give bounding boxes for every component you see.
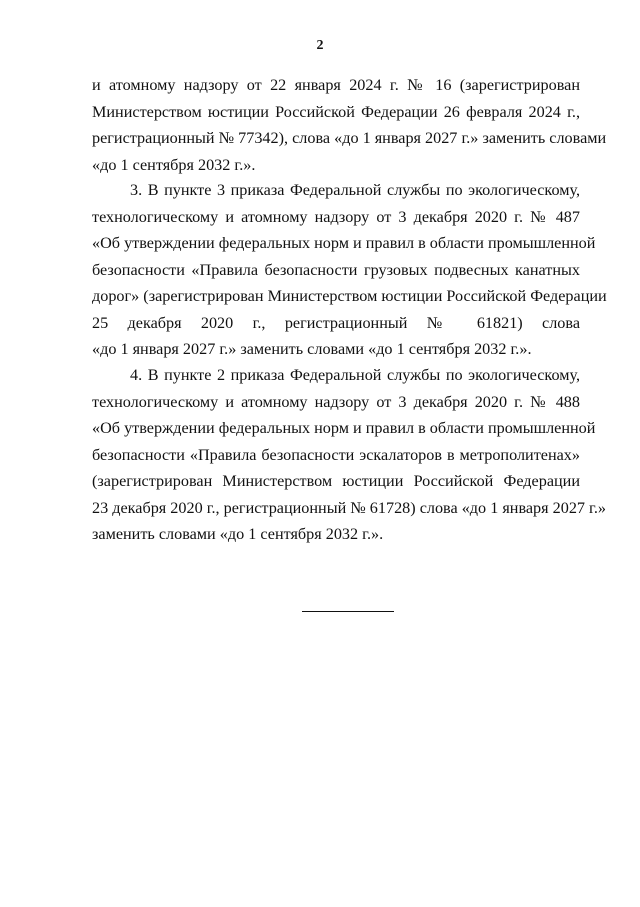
text-line: технологическому и атомному надзору от 3 декабря 2020 г. № 487	[92, 207, 580, 226]
text-line: 25 декабря 2020 г., регистрационный № 61821) слова	[92, 313, 580, 332]
text-line: Министерством юстиции Российской Федерации 26 февраля 2024 г.,	[92, 102, 580, 121]
end-of-document-rule	[302, 611, 394, 612]
text-line: «до 1 января 2027 г.» заменить словами «до 1 сентября 2032 г.».	[92, 340, 532, 358]
text-line: «Об утверждении федеральных норм и правил в области промышленной	[92, 419, 596, 437]
text-line: заменить словами «до 1 сентября 2032 г.».	[92, 525, 384, 543]
text-line: «Об утверждении федеральных норм и правил в области промышленной	[92, 234, 596, 252]
text-line: 4. В пункте 2 приказа Федеральной службы по экологическому,	[130, 366, 580, 384]
text-line: «до 1 сентября 2032 г.».	[92, 155, 256, 174]
text-line: 3. В пункте 3 приказа Федеральной службы по экологическому,	[130, 181, 580, 199]
text-line: дорог» (зарегистрирован Министерством юстиции Российской Федерации	[92, 287, 607, 305]
text-line: технологическому и атомному надзору от 3 декабря 2020 г. № 488	[92, 392, 580, 411]
paragraph-continuation	[92, 72, 607, 178]
text-line: 23 декабря 2020 г., регистрационный № 61728) слова «до 1 января 2027 г.»	[92, 498, 607, 517]
text-line: и атомному надзору от 22 января 2024 г. № 16 (зарегистрирован	[92, 76, 580, 94]
paragraph-item-4	[92, 362, 607, 548]
text-line: безопасности «Правила безопасности грузовых подвесных канатных	[92, 260, 580, 279]
page-number: 2	[316, 38, 324, 53]
text-line: безопасности «Правила безопасности эскалаторов в метрополитенах»	[92, 445, 580, 464]
paragraph-item-3	[92, 177, 607, 363]
text-line: (зарегистрирован Министерством юстиции Российской Федерации	[92, 472, 580, 490]
text-line: регистрационный № 77342), слова «до 1 января 2027 г.» заменить словами	[92, 129, 607, 147]
